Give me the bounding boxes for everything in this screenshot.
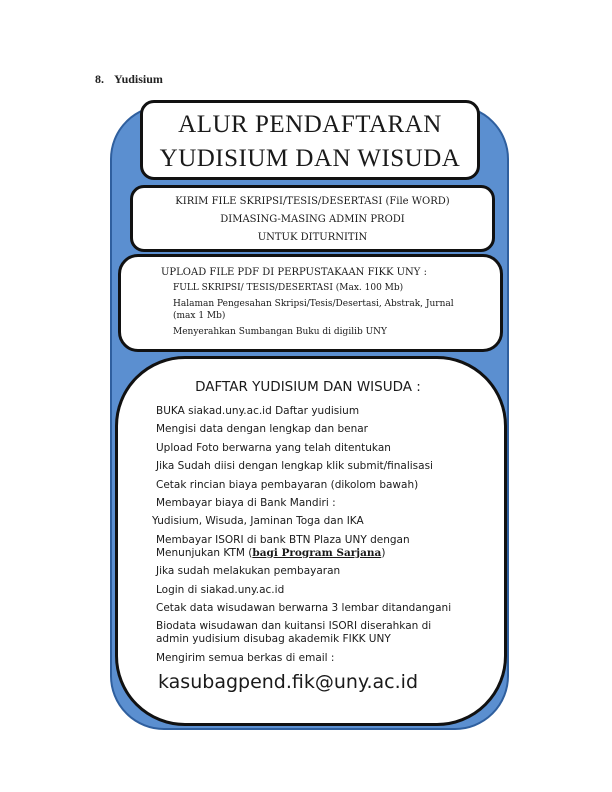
list-item (161, 282, 500, 294)
bullet-icon (142, 534, 156, 560)
list-item-text: Biodata wisudawan dan kuitansi ISORI diserahkan di admin yudisium disubag akademik FIKK UNY (156, 620, 432, 646)
list-item-text: Cetak data wisudawan berwarna 3 lembar ditandangani (156, 601, 452, 614)
isori-close: ) (381, 546, 386, 559)
bullet-icon (142, 423, 156, 436)
list-item-text: Mengisi data dengan lengkap dan benar (156, 423, 368, 436)
list-item (142, 602, 504, 615)
list-item-text: Jika Sudah diisi dengan lengkap klik submit/finalisasi (156, 460, 433, 473)
list-item-text: Halaman Pengesahan Skripsi/Tesis/Desertasi, Abstrak, Jurnal (max 1 Mb) (173, 299, 454, 321)
list-item-text: Upload Foto berwarna yang telah ditentukan (156, 441, 391, 454)
bullet-icon (142, 565, 156, 578)
list-item (142, 423, 504, 436)
step-turnitin-line: DIMASING-MASING ADMIN PRODI (220, 214, 405, 225)
bullet-icon (161, 326, 173, 338)
bullet-icon (161, 298, 173, 322)
list-item (142, 497, 504, 510)
list-item (142, 405, 504, 418)
list-item (142, 479, 504, 492)
bullet-icon (142, 602, 156, 615)
list-item-text: Menyerahkan Sumbangan Buku di digilib UNY (173, 327, 387, 337)
list-item (142, 620, 504, 646)
list-item (142, 442, 504, 455)
list-item (142, 565, 504, 578)
payment-detail: Yudisium, Wisuda, Jaminan Toga dan IKA (152, 515, 364, 528)
bullet-icon (161, 282, 173, 294)
bullet-icon (142, 620, 156, 646)
list-item (161, 326, 500, 338)
bullet-icon (142, 584, 156, 597)
list-item-text (156, 534, 456, 560)
list-item-text: Login di siakad.uny.ac.id (156, 583, 285, 596)
step-turnitin-line: UNTUK DITURNITIN (257, 232, 368, 243)
bullet-icon (142, 497, 156, 510)
list-item (142, 652, 504, 665)
list-item (161, 298, 500, 322)
flowchart-title-line2: YUDISIUM DAN WISUDA (159, 145, 461, 172)
list-item-text: Mengirim semua berkas di email : (156, 651, 335, 664)
step-upload-title: UPLOAD FILE PDF DI PERPUSTAKAAN FIKK UNY : (161, 267, 427, 278)
section-heading (95, 72, 163, 87)
list-item-text: Jika sudah melakukan pembayaran (156, 565, 341, 578)
bullet-icon (142, 442, 156, 455)
bullet-icon (142, 479, 156, 492)
list-item (142, 534, 504, 560)
program-emphasis: bagi Program Sarjana (252, 546, 382, 559)
bullet-icon (142, 652, 156, 665)
bullet-icon (142, 405, 156, 418)
step-register-title: DAFTAR YUDISIUM DAN WISUDA : (195, 379, 421, 395)
list-item-text: BUKA siakad.uny.ac.id Daftar yudisium (156, 405, 360, 417)
isori-text: Membayar ISORI di bank BTN Plaza UNY dengan Menunjukan KTM ( (156, 533, 410, 559)
list-item-text: FULL SKRIPSI/ TESIS/DESERTASI (Max. 100 Mb) (173, 283, 404, 293)
step-turnitin-box (130, 185, 495, 252)
flowchart-title-box (140, 100, 480, 180)
step-register-box (115, 356, 507, 726)
contact-email: kasubagpend.fik@uny.ac.id (158, 670, 419, 693)
list-item-text: Membayar biaya di Bank Mandiri : (156, 496, 336, 509)
bullet-icon (142, 460, 156, 473)
list-item-text: Cetak rincian biaya pembayaran (dikolom bawah) (156, 478, 419, 491)
list-item (142, 584, 504, 597)
step-turnitin-line: KIRIM FILE SKRIPSI/TESIS/DESERTASI (File WORD) (175, 196, 450, 207)
section-number: 8. (95, 72, 104, 86)
section-title: Yudisium (114, 72, 163, 86)
flowchart-title-line1: ALUR PENDAFTARAN (178, 111, 442, 138)
list-item (142, 460, 504, 473)
step-upload-box (118, 254, 503, 352)
